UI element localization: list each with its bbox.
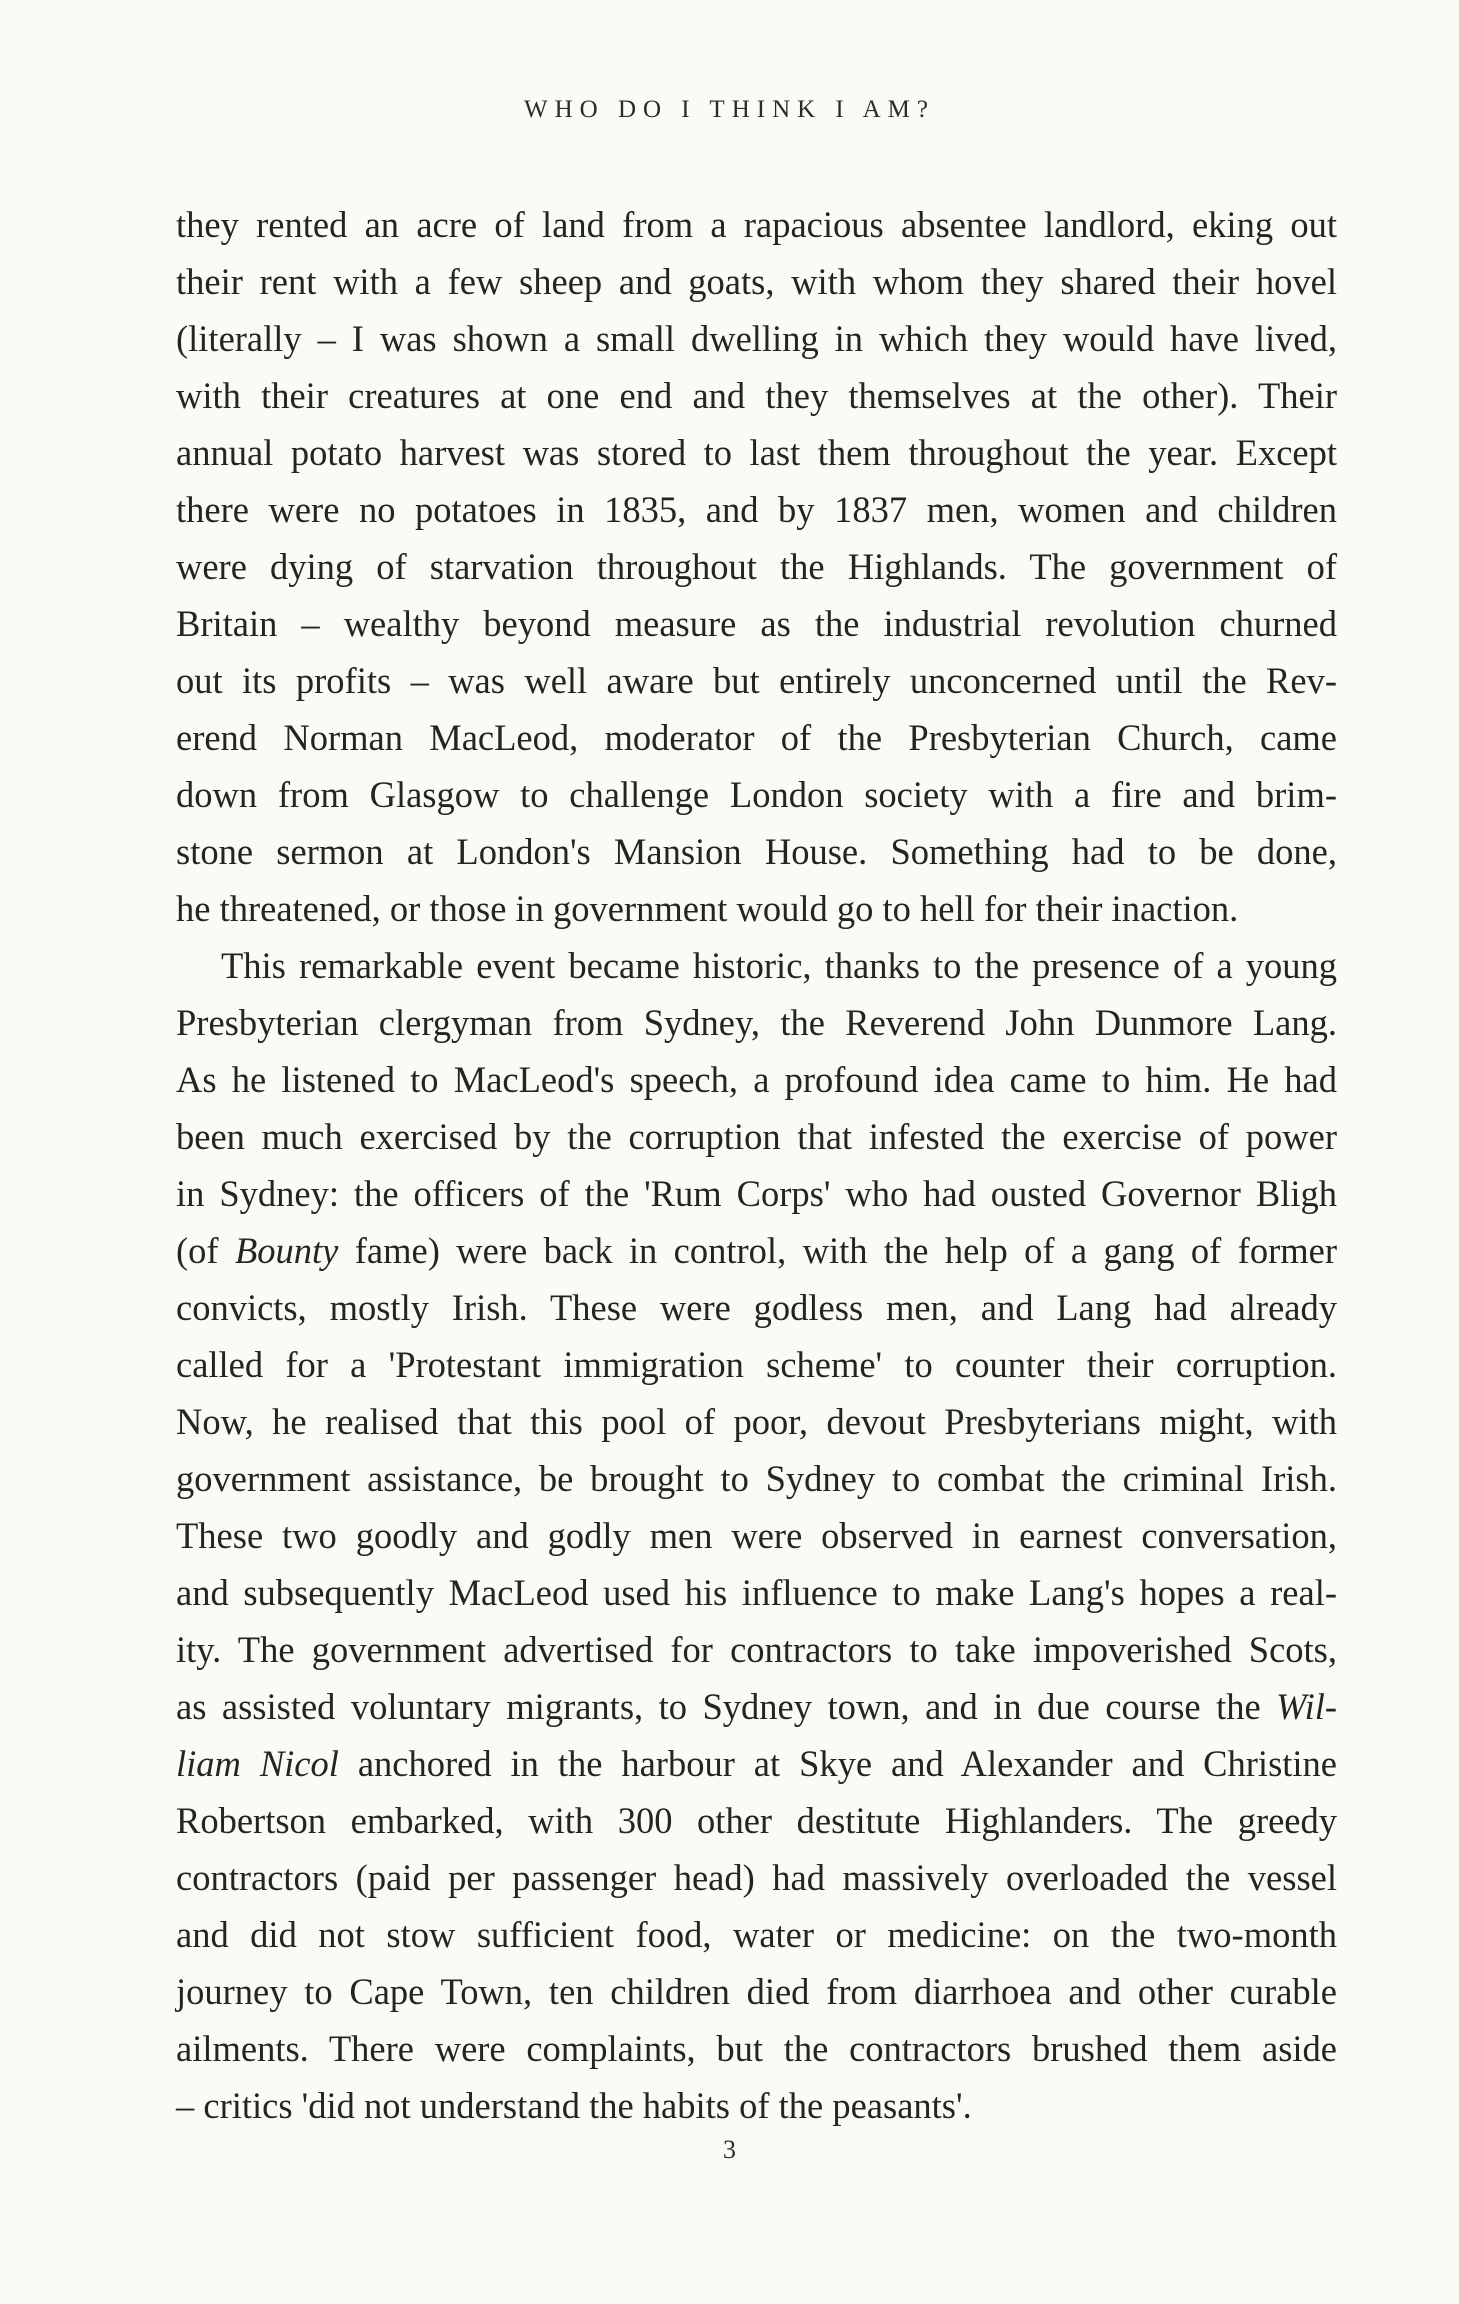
text-run: journey to Cape Town, ten children died from diarrhoea and other curable: [176, 1971, 1337, 2012]
text-run: annual potato harvest was stored to last them throughout the year. Except: [176, 432, 1337, 473]
text-line: [176, 937, 1337, 994]
text-run: ailments. There were complaints, but the contractors brushed them aside: [176, 2028, 1337, 2069]
text-run: out its profits – was well aware but entirely unconcerned until the Rev-: [176, 660, 1337, 701]
text-run: anchored in the harbour at Skye and Alexander and Christine: [338, 1743, 1338, 1784]
text-run: (literally – I was shown a small dwelling in which they would have lived,: [176, 318, 1337, 359]
text-line: [176, 1621, 1337, 1678]
text-line: [176, 1507, 1337, 1564]
text-run: As he listened to MacLeod's speech, a profound idea came to him. He had: [176, 1059, 1337, 1100]
text-run: – critics 'did not understand the habits of the peasants'.: [176, 2085, 972, 2126]
text-line: [176, 880, 1337, 937]
text-line: [176, 823, 1337, 880]
text-run: there were no potatoes in 1835, and by 1837 men, women and children: [176, 489, 1337, 530]
text-line: [176, 1450, 1337, 1507]
text-line: [176, 1792, 1337, 1849]
text-line: [176, 253, 1337, 310]
paragraph: [176, 196, 1337, 937]
text-run: were dying of starvation throughout the Highlands. The government of: [176, 546, 1337, 587]
italic-title: liam Nicol: [176, 1743, 339, 1784]
running-head: WHO DO I THINK I AM?: [523, 96, 936, 123]
text-line: [176, 310, 1337, 367]
text-line: [176, 367, 1337, 424]
text-run: Presbyterian clergyman from Sydney, the Reverend John Dunmore Lang.: [176, 1002, 1337, 1043]
text-run: Britain – wealthy beyond measure as the industrial revolution churned: [176, 603, 1337, 644]
text-run: Now, he realised that this pool of poor, devout Presbyterians might, with: [176, 1401, 1337, 1442]
text-line: [176, 1678, 1337, 1735]
text-run: their rent with a few sheep and goats, with whom they shared their hovel: [176, 261, 1337, 302]
text-run: they rented an acre of land from a rapacious absentee landlord, eking out: [176, 204, 1337, 245]
text-line: [176, 652, 1337, 709]
text-run: stone sermon at London's Mansion House. Something had to be done,: [176, 831, 1337, 872]
text-run: with their creatures at one end and they themselves at the other). Their: [176, 375, 1337, 416]
text-line: [176, 766, 1337, 823]
text-run: ity. The government advertised for contractors to take impoverished Scots,: [176, 1629, 1337, 1670]
text-run: been much exercised by the corruption that infested the exercise of power: [176, 1116, 1337, 1157]
text-line: [176, 1051, 1337, 1108]
text-run: erend Norman MacLeod, moderator of the Presbyterian Church, came: [176, 717, 1337, 758]
text-line: [176, 994, 1337, 1051]
italic-title: Bounty: [234, 1230, 339, 1271]
text-run: as assisted voluntary migrants, to Sydney town, and in due course the: [176, 1686, 1277, 1727]
paragraph: [176, 937, 1337, 2134]
text-run: Robertson embarked, with 300 other destitute Highlanders. The greedy: [176, 1800, 1337, 1841]
body-text: [176, 196, 1337, 2134]
text-line: [176, 1108, 1337, 1165]
text-run: fame) were back in control, with the help of a gang of former: [338, 1230, 1337, 1271]
text-run: These two goodly and godly men were observed in earnest conversation,: [176, 1515, 1337, 1556]
text-run: (of: [176, 1230, 235, 1271]
text-line: [176, 1222, 1337, 1279]
text-line: [176, 1165, 1337, 1222]
text-line: [176, 1393, 1337, 1450]
text-run: convicts, mostly Irish. These were godless men, and Lang had already: [176, 1287, 1337, 1328]
text-run: in Sydney: the officers of the 'Rum Corps' who had ousted Governor Bligh: [176, 1173, 1337, 1214]
text-line: [176, 538, 1337, 595]
text-line: [176, 1735, 1337, 1792]
text-line: [176, 2020, 1337, 2077]
text-line: [176, 709, 1337, 766]
page-number: 3: [723, 2135, 736, 2164]
text-run: government assistance, be brought to Sydney to combat the criminal Irish.: [176, 1458, 1337, 1499]
text-line: [176, 1906, 1337, 1963]
text-run: This remarkable event became historic, thanks to the presence of a young: [221, 945, 1337, 986]
italic-title: Wil-: [1276, 1686, 1337, 1727]
text-line: [176, 1336, 1337, 1393]
text-line: [176, 1963, 1337, 2020]
text-run: contractors (paid per passenger head) had massively overloaded the vessel: [176, 1857, 1337, 1898]
text-line: [176, 481, 1337, 538]
text-line: [176, 424, 1337, 481]
text-line: [176, 1849, 1337, 1906]
text-line: [176, 2077, 1337, 2134]
text-run: he threatened, or those in government would go to hell for their inaction.: [176, 888, 1239, 929]
text-run: and subsequently MacLeod used his influence to make Lang's hopes a real-: [176, 1572, 1337, 1613]
text-run: called for a 'Protestant immigration scheme' to counter their corruption.: [176, 1344, 1337, 1385]
text-line: [176, 595, 1337, 652]
text-run: and did not stow sufficient food, water or medicine: on the two-month: [176, 1914, 1337, 1955]
text-run: down from Glasgow to challenge London society with a fire and brim-: [176, 774, 1337, 815]
text-line: [176, 1279, 1337, 1336]
text-line: [176, 1564, 1337, 1621]
text-line: [176, 196, 1337, 253]
